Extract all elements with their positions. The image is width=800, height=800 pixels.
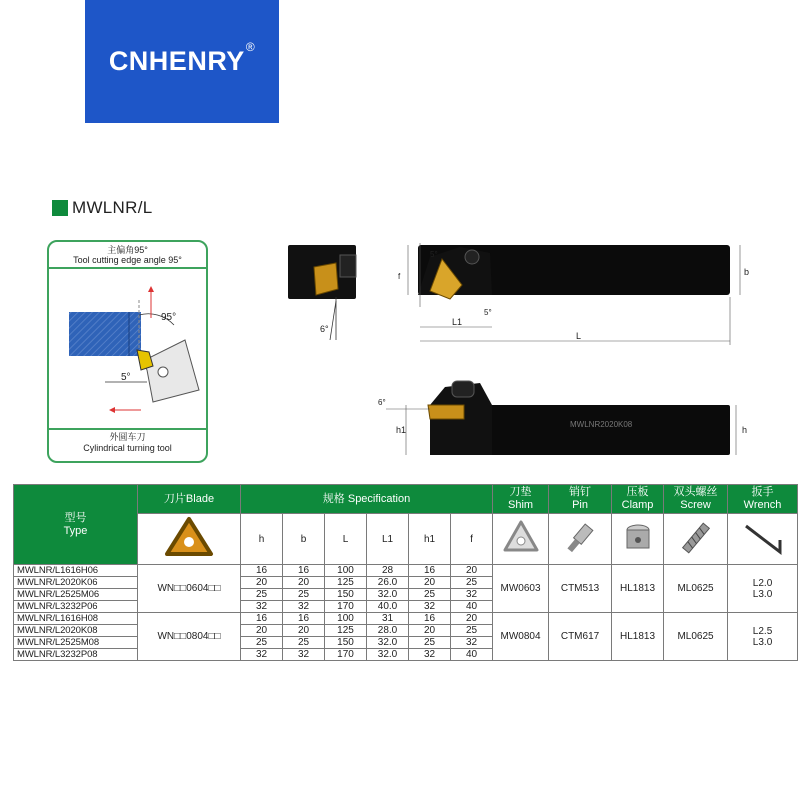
clamp-code: HL1813 bbox=[612, 565, 664, 613]
cell: 20 bbox=[451, 613, 493, 625]
pin-code: CTM617 bbox=[549, 613, 612, 661]
cell: 25 bbox=[283, 589, 325, 601]
cell: 25 bbox=[241, 637, 283, 649]
blade-icon bbox=[138, 514, 241, 565]
cell: 20 bbox=[283, 577, 325, 589]
cell: 150 bbox=[325, 637, 367, 649]
shim-icon bbox=[493, 514, 549, 565]
angle-title-en: Tool cutting edge angle 95° bbox=[73, 255, 182, 265]
blade-code: WN□□0604□□ bbox=[138, 565, 241, 613]
cell: 25 bbox=[451, 625, 493, 637]
cell: 25 bbox=[409, 637, 451, 649]
dim-b: b bbox=[744, 267, 750, 277]
angle-95-label: 95° bbox=[161, 312, 177, 323]
spec-header: 规格 Specification bbox=[241, 485, 493, 514]
table-row-type: MWLNR/L2020K06 bbox=[14, 577, 138, 589]
cell: 32.0 bbox=[367, 589, 409, 601]
cell: 32 bbox=[409, 649, 451, 661]
shim-code: MW0603 bbox=[493, 565, 549, 613]
cell: 28.0 bbox=[367, 625, 409, 637]
cell: 32 bbox=[283, 649, 325, 661]
cell: 25 bbox=[283, 637, 325, 649]
blade-header: 刀片Blade bbox=[138, 485, 241, 514]
wrench-code: L2.5 L3.0 bbox=[728, 613, 798, 661]
divider bbox=[49, 267, 206, 269]
cell: 25 bbox=[451, 577, 493, 589]
angle-diagram bbox=[49, 270, 206, 428]
shim-header: 刀垫 Shim bbox=[493, 485, 549, 514]
screw-code: ML0625 bbox=[664, 613, 728, 661]
type-header: 型号 Type bbox=[14, 485, 138, 565]
spec-col-L1: L1 bbox=[367, 514, 409, 565]
cell: 28 bbox=[367, 565, 409, 577]
cell: 25 bbox=[409, 589, 451, 601]
clamp-code: HL1813 bbox=[612, 613, 664, 661]
cell: 25 bbox=[241, 589, 283, 601]
cell: 20 bbox=[409, 625, 451, 637]
angle-title-cn: 主偏角95° bbox=[107, 245, 148, 255]
cell: 31 bbox=[367, 613, 409, 625]
cell: 32 bbox=[241, 649, 283, 661]
cell: 20 bbox=[283, 625, 325, 637]
cell: 40 bbox=[451, 601, 493, 613]
spec-col-h1: h1 bbox=[409, 514, 451, 565]
cell: 32 bbox=[241, 601, 283, 613]
table-row-type: MWLNR/L3232P08 bbox=[14, 649, 138, 661]
cell: 125 bbox=[325, 577, 367, 589]
footer-cn: 外圆车刀 bbox=[109, 432, 146, 442]
cell: 16 bbox=[409, 613, 451, 625]
relief-angle-label: 6° bbox=[320, 324, 329, 334]
cell: 16 bbox=[283, 613, 325, 625]
green-square-icon bbox=[52, 200, 68, 216]
end-view bbox=[288, 245, 356, 340]
cell: 20 bbox=[451, 565, 493, 577]
pin-header: 销钉 Pin bbox=[549, 485, 612, 514]
tool-drawing bbox=[280, 235, 780, 470]
cell: 32.0 bbox=[367, 637, 409, 649]
brand-name: CNHENRY® bbox=[108, 40, 256, 76]
wrench-code: L2.0 L3.0 bbox=[728, 565, 798, 613]
side-relief-label: 6° bbox=[378, 398, 386, 407]
side-angle-label: 5° bbox=[484, 308, 492, 317]
cell: 100 bbox=[325, 565, 367, 577]
cell: 20 bbox=[409, 577, 451, 589]
spec-col-L: L bbox=[325, 514, 367, 565]
cell: 26.0 bbox=[367, 577, 409, 589]
blade-code: WN□□0804□□ bbox=[138, 613, 241, 661]
dim-h1: h1 bbox=[396, 425, 407, 435]
dim-h: h bbox=[742, 425, 748, 435]
side-view bbox=[378, 381, 747, 455]
clamp-header: 压板 Clamp bbox=[612, 485, 664, 514]
cell: 125 bbox=[325, 625, 367, 637]
clamp-icon bbox=[612, 514, 664, 565]
cell: 16 bbox=[241, 613, 283, 625]
cell: 32 bbox=[451, 589, 493, 601]
spec-col-h: h bbox=[241, 514, 283, 565]
cell: 40.0 bbox=[367, 601, 409, 613]
pin-icon bbox=[549, 514, 612, 565]
table-row-type: MWLNR/L1616H06 bbox=[14, 565, 138, 577]
dim-L: L bbox=[576, 331, 582, 341]
divider bbox=[49, 428, 206, 430]
dim-f: f bbox=[398, 272, 401, 281]
cell: 100 bbox=[325, 613, 367, 625]
cell: 32 bbox=[451, 637, 493, 649]
tool-body bbox=[139, 340, 199, 402]
table-row-type: MWLNR/L2525M06 bbox=[14, 589, 138, 601]
spec-col-b: b bbox=[283, 514, 325, 565]
screw-header: 双头螺丝 Screw bbox=[664, 485, 728, 514]
insert-icon bbox=[137, 350, 153, 370]
table-row-type: MWLNR/L1616H08 bbox=[14, 613, 138, 625]
table-row-type: MWLNR/L2525M08 bbox=[14, 637, 138, 649]
cell: 16 bbox=[283, 565, 325, 577]
cell: 32 bbox=[283, 601, 325, 613]
cell: 20 bbox=[241, 577, 283, 589]
cell: 170 bbox=[325, 649, 367, 661]
cell: 20 bbox=[241, 625, 283, 637]
screw-icon bbox=[664, 514, 728, 565]
engraving-text: MWLNR2020K08 bbox=[570, 420, 633, 429]
footer-en: Cylindrical turning tool bbox=[83, 443, 172, 453]
cell: 32 bbox=[409, 601, 451, 613]
brand-logo bbox=[85, 0, 279, 123]
cutting-angle-panel bbox=[47, 240, 208, 463]
cell: 40 bbox=[451, 649, 493, 661]
screw-code: ML0625 bbox=[664, 565, 728, 613]
product-title: MWLNR/L bbox=[72, 198, 153, 217]
workpiece bbox=[69, 312, 141, 356]
table-row-type: MWLNR/L2020K08 bbox=[14, 625, 138, 637]
spec-table bbox=[13, 484, 798, 661]
table-row-type: MWLNR/L3232P06 bbox=[14, 601, 138, 613]
product-heading bbox=[52, 198, 153, 218]
cell: 32.0 bbox=[367, 649, 409, 661]
cell: 150 bbox=[325, 589, 367, 601]
angle-5-label: 5° bbox=[121, 372, 131, 383]
wrench-icon bbox=[728, 514, 798, 565]
cell: 16 bbox=[241, 565, 283, 577]
shim-code: MW0804 bbox=[493, 613, 549, 661]
pin-code: CTM513 bbox=[549, 565, 612, 613]
cell: 170 bbox=[325, 601, 367, 613]
cell: 16 bbox=[409, 565, 451, 577]
top-view bbox=[398, 243, 749, 345]
dim-L1: L1 bbox=[452, 317, 463, 327]
wrench-header: 扳手 Wrench bbox=[728, 485, 798, 514]
top-angle-label: 5° bbox=[430, 250, 438, 259]
spec-col-f: f bbox=[451, 514, 493, 565]
